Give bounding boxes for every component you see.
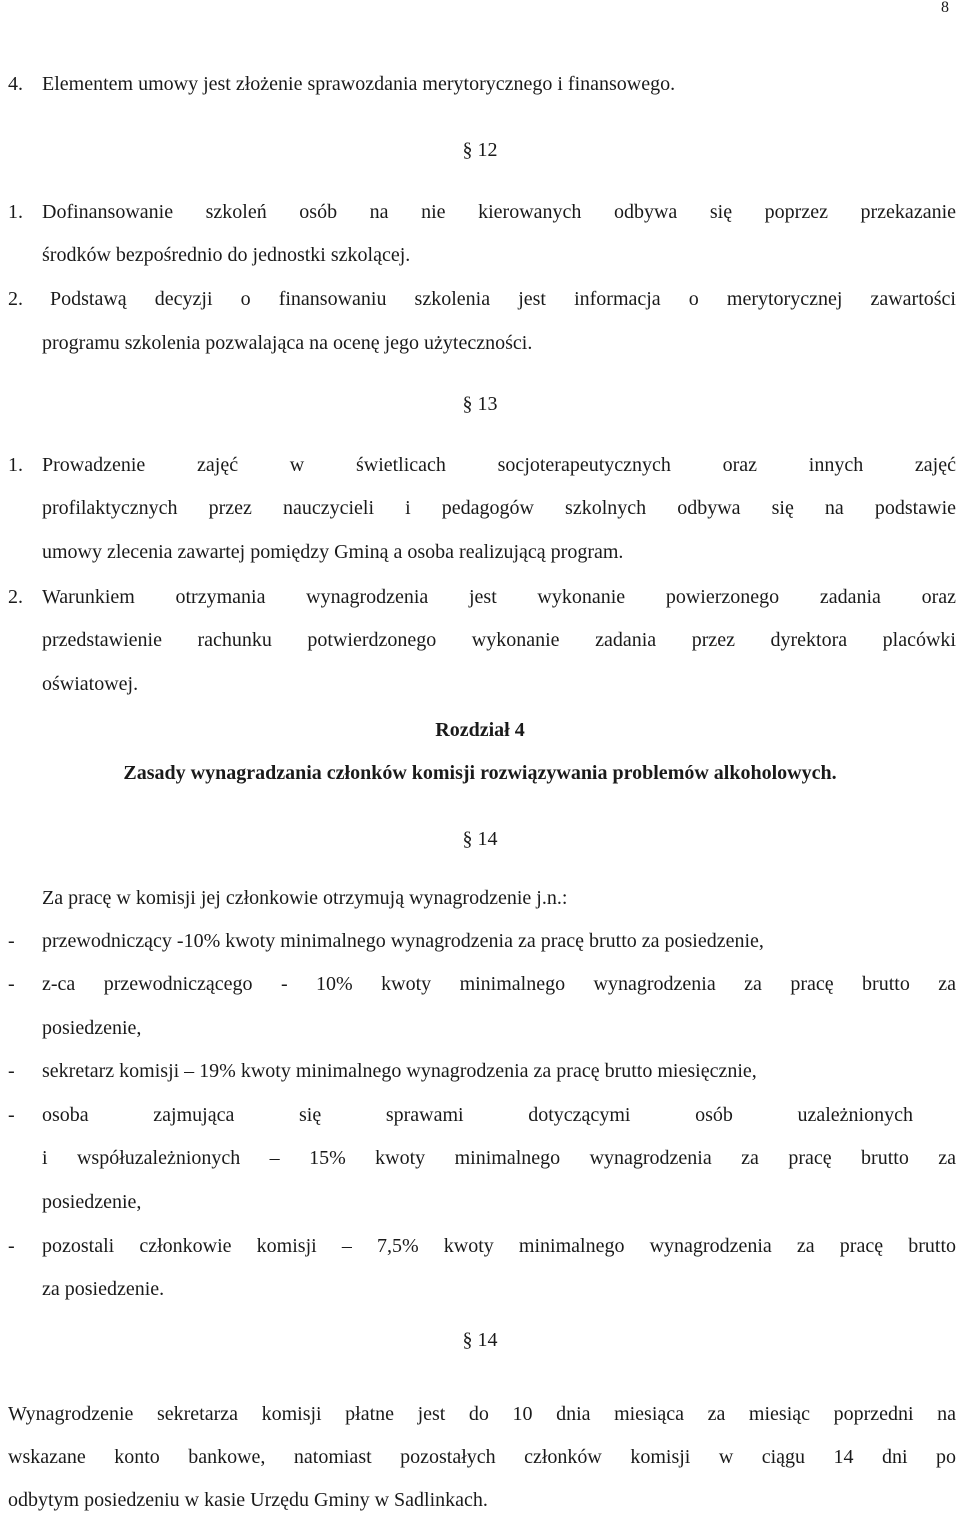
list-dash: - (8, 1104, 15, 1126)
list-item: i współuzależnionych – 15% kwoty minimalnego wynagrodzenia za pracę brutto za (42, 1147, 956, 1169)
paragraph-line: profilaktycznych przez nauczycieli i pedagogów szkolnych odbywa się na podstawie (42, 497, 956, 519)
list-item: za posiedzenie. (42, 1278, 165, 1300)
chapter-title: Rozdział 4 (435, 719, 525, 741)
section-heading-14b: § 14 (462, 1329, 498, 1351)
paragraph-line: Podstawą decyzji o finansowaniu szkolenia jest informacja o merytorycznej zawartości (50, 288, 956, 310)
list-item: posiedzenie, (42, 1017, 142, 1039)
paragraph-line: Warunkiem otrzymania wynagrodzenia jest wykonanie powierzonego zadania oraz (42, 586, 956, 608)
list-item: posiedzenie, (42, 1191, 142, 1213)
intro-text: Za pracę w komisji jej członkowie otrzymują wynagrodzenie j.n.: (42, 887, 568, 909)
section-heading-12: § 12 (462, 139, 498, 161)
paragraph-line: oświatowej. (42, 673, 139, 695)
paragraph-line: Prowadzenie zajęć w świetlicach socjoterapeutycznych oraz innych zajęć (42, 454, 956, 476)
item-4-text: Elementem umowy jest złożenie sprawozdania merytorycznego i finansowego. (42, 73, 676, 95)
paragraph-line: programu szkolenia pozwalająca na ocenę jego użyteczności. (42, 332, 533, 354)
section-heading-14: § 14 (462, 828, 498, 850)
paragraph-line: środków bezpośrednio do jednostki szkolącej. (42, 244, 411, 266)
paragraph-line: wskazane konto bankowe, natomiast pozostałych członków komisji w ciągu 14 dni po (8, 1446, 956, 1468)
list-dash: - (8, 930, 15, 952)
list-item: sekretarz komisji – 19% kwoty minimalnego wynagrodzenia za pracę brutto miesięcznie, (42, 1060, 757, 1082)
list-number: 2. (8, 288, 23, 310)
paragraph-line: przedstawienie rachunku potwierdzonego wykonanie zadania przez dyrektora placówki (42, 629, 956, 651)
paragraph-line: umowy zlecenia zawartej pomiędzy Gminą a osoba realizującą program. (42, 541, 624, 563)
chapter-subtitle: Zasady wynagradzania członków komisji rozwiązywania problemów alkoholowych. (123, 762, 837, 784)
list-item: osoba zajmująca się sprawami dotyczącymi osób uzależnionych (42, 1104, 913, 1126)
paragraph-line: odbytym posiedzeniu w kasie Urzędu Gminy w Sadlinkach. (8, 1489, 488, 1511)
paragraph-line: Dofinansowanie szkoleń osób na nie kierowanych odbywa się poprzez przekazanie (42, 201, 956, 223)
paragraph-line: Wynagrodzenie sekretarza komisji płatne jest do 10 dnia miesiąca za miesiąc poprzedni na (8, 1403, 956, 1425)
list-item: przewodniczący -10% kwoty minimalnego wynagrodzenia za pracę brutto za posiedzenie, (42, 930, 764, 952)
list-dash: - (8, 1235, 15, 1257)
list-dash: - (8, 1060, 15, 1082)
list-number: 4. (8, 73, 23, 95)
list-item: z-ca przewodniczącego - 10% kwoty minimalnego wynagrodzenia za pracę brutto za (42, 973, 956, 995)
list-number: 1. (8, 201, 23, 223)
section-heading-13: § 13 (462, 393, 498, 415)
page-number: 8 (941, 0, 949, 16)
list-number: 1. (8, 454, 23, 476)
list-item: pozostali członkowie komisji – 7,5% kwoty minimalnego wynagrodzenia za pracę brutto (42, 1235, 956, 1257)
list-number: 2. (8, 586, 23, 608)
list-dash: - (8, 973, 15, 995)
